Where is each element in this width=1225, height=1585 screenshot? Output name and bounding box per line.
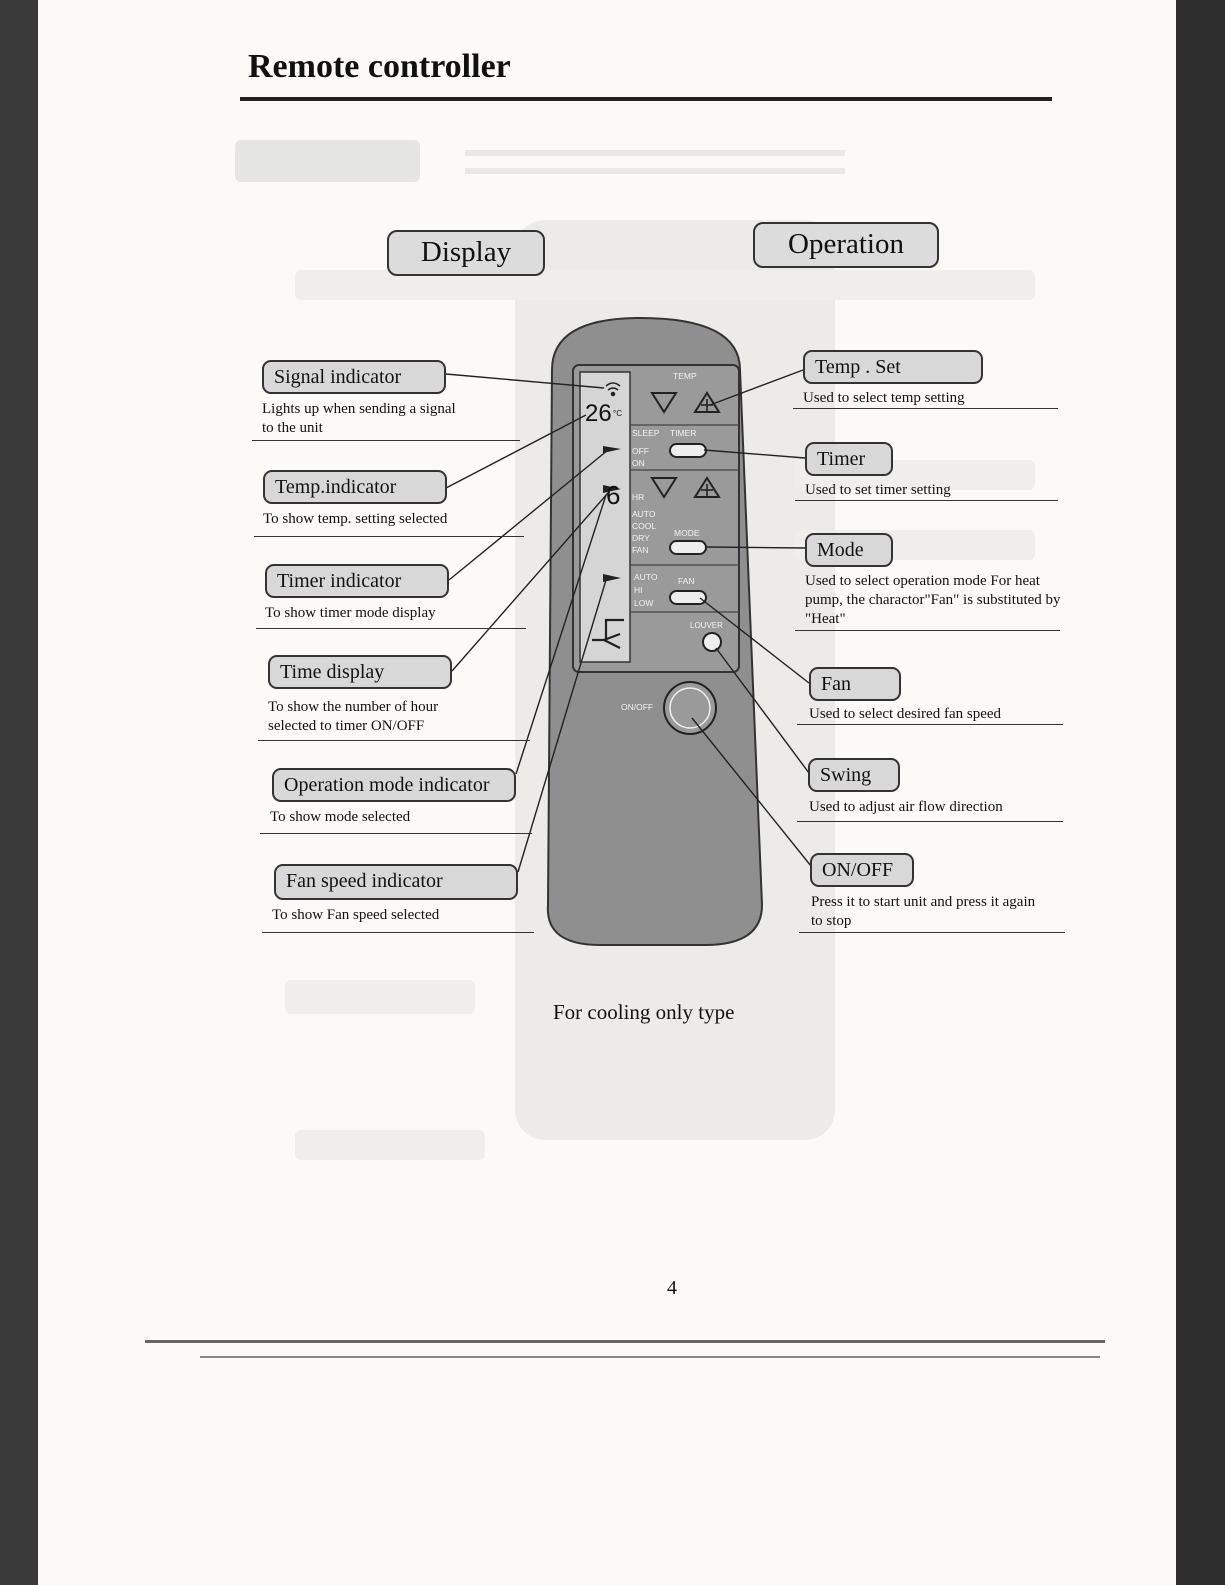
- temp-indicator-desc: To show temp. setting selected: [263, 511, 448, 527]
- lcd-celsius: °C: [613, 409, 622, 418]
- temp-indicator-rule: [254, 536, 524, 537]
- swing-button-rule: [797, 821, 1063, 822]
- lcd-temp-digits: 26: [585, 400, 612, 427]
- timer-indicator-rule: [256, 628, 526, 629]
- timer-button-desc: Used to set timer setting: [805, 482, 951, 498]
- mode-list-dry: DRY: [632, 533, 650, 543]
- fan-speed-indicator-desc: To show Fan speed selected: [272, 907, 440, 923]
- temp-label: TEMP: [673, 371, 697, 381]
- mode-button-desc: Used to select operation mode For heat pump, the charactor"Fan" is substituted by "Heat": [805, 573, 1061, 627]
- signal-indicator-rule: [252, 440, 520, 441]
- temp-set-label: Temp . Set: [803, 350, 983, 384]
- temp-indicator-label: Temp.indicator: [263, 470, 447, 504]
- swing-button-label: Swing: [808, 758, 900, 792]
- sleep-label: SLEEP: [632, 428, 660, 438]
- off-label: OFF: [632, 446, 649, 456]
- page-edge-line: [145, 1340, 1105, 1343]
- timer-label: TIMER: [670, 428, 697, 438]
- louver-label: LOUVER: [690, 621, 723, 630]
- fan-button: [670, 591, 706, 604]
- louver-button: [703, 633, 721, 651]
- page-number: 4: [667, 1277, 677, 1299]
- fan-label: FAN: [678, 576, 695, 586]
- time-display-label: Time display: [268, 655, 452, 689]
- fan-button-rule: [797, 724, 1063, 725]
- temp-set-rule: [793, 408, 1058, 409]
- fan-speed-indicator-rule: [262, 932, 534, 933]
- fan-list-auto: AUTO: [634, 572, 658, 582]
- display-header: Display: [387, 230, 545, 276]
- operation-header: Operation: [753, 222, 939, 268]
- hr-label: HR: [632, 492, 645, 502]
- operation-mode-indicator-desc: To show mode selected: [270, 809, 411, 825]
- timer-indicator-desc: To show timer mode display: [265, 605, 436, 621]
- mode-list-auto: AUTO: [632, 509, 656, 519]
- onoff-button-desc: Press it to start unit and press it again to stop: [811, 894, 1036, 929]
- swing-button-desc: Used to adjust air flow direction: [809, 799, 1003, 815]
- temp-set-desc: Used to select temp setting: [803, 390, 965, 406]
- timer-button-rule: [795, 500, 1058, 501]
- page-edge-line-lower: [200, 1356, 1100, 1358]
- operation-mode-indicator-label: Operation mode indicator: [272, 768, 516, 802]
- on-label: ON: [632, 458, 645, 468]
- signal-indicator-label: Signal indicator: [262, 360, 446, 394]
- onoff-button: [664, 682, 716, 734]
- fan-button-desc: Used to select desired fan speed: [809, 706, 1002, 722]
- diagram-caption: For cooling only type: [553, 1000, 735, 1024]
- timer-indicator-label: Timer indicator: [265, 564, 449, 598]
- signal-indicator-desc: Lights up when sending a signal to the unit: [262, 401, 456, 436]
- mode-button-label: Mode: [805, 533, 893, 567]
- page-title: Remote controller: [248, 48, 511, 85]
- fan-speed-indicator-label: Fan speed indicator: [274, 864, 518, 900]
- onoff-button-rule: [799, 932, 1065, 933]
- mode-button: [670, 541, 706, 554]
- mode-list-fan: FAN: [632, 545, 649, 555]
- operation-mode-indicator-rule: [260, 833, 532, 834]
- onoff-label: ON/OFF: [621, 702, 654, 712]
- fan-list-hi: HI: [634, 585, 643, 595]
- time-display-rule: [258, 740, 530, 741]
- lcd-time-digits: 6: [606, 480, 621, 510]
- fan-list-low: LOW: [634, 598, 654, 608]
- fan-button-label: Fan: [809, 667, 901, 701]
- mode-button-rule: [795, 630, 1060, 631]
- mode-list-cool: COOL: [632, 521, 657, 531]
- timer-button: [670, 444, 706, 457]
- leader-mode-btn: [706, 547, 805, 548]
- onoff-button-label: ON/OFF: [810, 853, 914, 887]
- mode-label: MODE: [674, 528, 700, 538]
- timer-button-label: Timer: [805, 442, 893, 476]
- time-display-desc: To show the number of hour selected to timer ON/OFF: [268, 699, 439, 734]
